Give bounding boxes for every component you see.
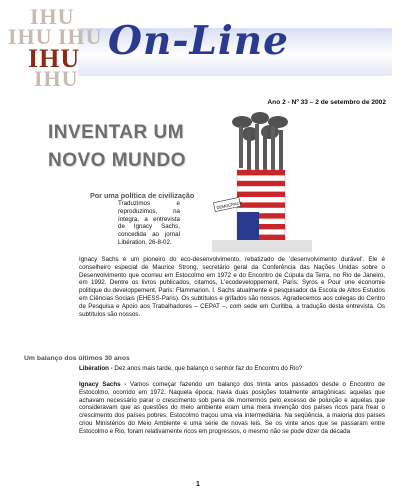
liberation-label: Libération - [79,365,113,372]
page-number: 1 [196,481,200,488]
ihu-ghost-top: IHU [30,4,75,29]
us-flag-icon [237,170,285,240]
ihu-logo: IHU [28,44,81,73]
intro-paragraph-left: Traduzimos e reproduzimos, na íntegra, a entrevista de Ignacy Sachs, concedida ao jornal Libération, 26-8-02. [118,200,180,246]
issue-line: Ano 2 - Nº 33 – 2 de setembro de 2002 [267,99,386,106]
intro-paragraph: Ignacy Sachs é um pioneiro do eco-desenvolvimento, rebatizado de 'desenvolvimento durável'. Ele é conselheiro especial de Maurice Strong, secretário geral da Conferência das Nações Unidas sobre o Desenvolvimento que ocorreu em Estocolmo em 1972 e do Encontro de Cúpula da Terra, no Rio de Janeiro, em 1992. Dentre os livros publicados, citamos, L'ecodeveloppement, Paris: Syros e Pour une économie politique du developpement, Paris: Flammarion. I. Sachs atualmente é pesquisador da Escola de Altos Estudos em Ciências Sociais (EHESS-Paris). Os subtítulos e grifados são nossos. Agradecemos aos colegas do Centro de Pesquisa e Apoio aos Trabalhadores – CEPAT –, com sede em Curitiba, a tradução desta entrevista. Os subtítulos são nossos. [79,256,385,318]
masthead [8,4,392,106]
liberation-question-text: Dez anos mais tarde, que balanço o senhor faz do Encontro do Rio? [112,365,303,372]
ihu-ghost-right: IHU [58,24,103,49]
sign-text: DEMOCRACY [216,199,243,211]
sachs-answer [79,381,385,436]
article-title-line1: INVENTAR UM [48,122,185,143]
sachs-label: Ignacy Sachs - [79,381,127,388]
ihu-ghost-left: IHU [8,24,53,49]
ihu-ghost-bottom: IHU [34,66,79,91]
online-wordmark: On-Line [108,18,289,64]
liberation-question [79,365,385,373]
article-subtitle: Por uma política de civilização [90,191,195,200]
smoke-icon [232,112,288,170]
section-heading: Um balanço dos últimos 30 anos [24,355,130,362]
smokestack-flag-illustration [212,112,312,252]
ground [212,240,312,252]
article-title-line2: NOVO MUNDO [48,150,186,171]
sachs-answer-text: Vamos começar fazendo um balanço dos trinta anos passados desde o Encontro de Estocolmo, ocorrido em 1972. Naquela época, havia duas posições totalmente antagônicas: aquelas que achavam necessário parar o crescimento sob pena de morrermos pelo excesso de poluição e aquelas que consideravam que as questões do meio ambiente eram uma mera invenção dos países ricos para frear o crescimento dos países pobres. Estocolmo traçou uma via intermediária. Na seqüência, a maioria dos países criou Ministérios do Meio Ambiente e uma série de novas leis. Se os vinte anos que se passaram entre Estocolmo e Rio, foram relativamente ricos em progressos, o mesmo não se pode dizer da década [79,381,385,435]
